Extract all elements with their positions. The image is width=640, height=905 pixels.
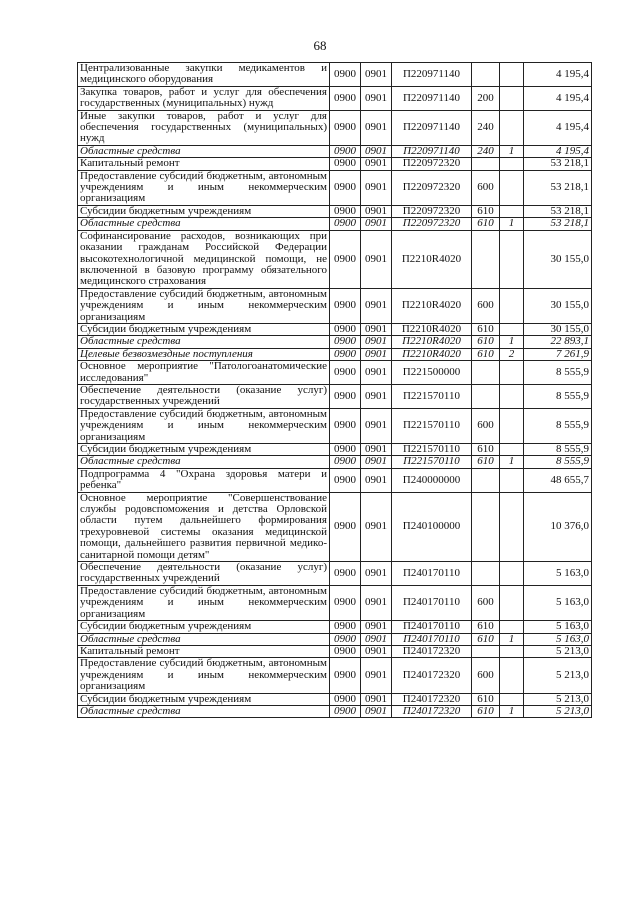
table-row [78,705,592,717]
row-target-article-cell: П221570110 [392,384,472,408]
row-name-cell: Предоставление субсидий бюджетным, автономным учреждениям и иным некоммерческим организациям [78,170,330,205]
row-sum-cell: 8 555,9 [524,444,592,456]
row-sum-cell: 4 195,4 [524,110,592,145]
row-subsection-cell: 0901 [361,86,392,110]
row-section-cell: 0900 [330,170,361,205]
row-subsection-cell: 0901 [361,585,392,620]
row-expense-type-cell [472,361,500,385]
row-target-article-cell: П240100000 [392,492,472,561]
row-section-cell: 0900 [330,562,361,586]
row-target-article-cell: П2210R4020 [392,288,472,323]
row-section-cell: 0900 [330,110,361,145]
row-source-cell [500,492,524,561]
row-target-article-cell: П221570110 [392,456,472,468]
row-section-cell: 0900 [330,336,361,348]
row-expense-type-cell [472,645,500,657]
row-source-cell [500,323,524,335]
row-section-cell: 0900 [330,145,361,157]
row-subsection-cell: 0901 [361,218,392,230]
table-row [78,218,592,230]
row-target-article-cell: П220971140 [392,63,472,87]
row-expense-type-cell [472,230,500,288]
row-section-cell: 0900 [330,492,361,561]
row-target-article-cell: П2210R4020 [392,323,472,335]
row-section-cell: 0900 [330,384,361,408]
row-expense-type-cell: 240 [472,145,500,157]
row-source-cell: 1 [500,456,524,468]
row-expense-type-cell: 610 [472,205,500,217]
row-source-cell [500,361,524,385]
table-row [78,230,592,288]
row-subsection-cell: 0901 [361,323,392,335]
row-section-cell: 0900 [330,456,361,468]
row-sum-cell: 5 213,0 [524,645,592,657]
row-target-article-cell: П221570110 [392,408,472,443]
row-expense-type-cell: 610 [472,323,500,335]
row-source-cell: 1 [500,633,524,645]
row-source-cell [500,562,524,586]
row-source-cell [500,645,524,657]
row-section-cell: 0900 [330,658,361,693]
row-sum-cell: 4 195,4 [524,145,592,157]
row-subsection-cell: 0901 [361,288,392,323]
row-expense-type-cell [472,492,500,561]
row-sum-cell: 5 163,0 [524,562,592,586]
row-expense-type-cell [472,562,500,586]
row-source-cell [500,288,524,323]
row-subsection-cell: 0901 [361,158,392,170]
row-subsection-cell: 0901 [361,633,392,645]
row-sum-cell: 5 163,0 [524,621,592,633]
row-source-cell [500,693,524,705]
row-target-article-cell: П220972320 [392,218,472,230]
row-expense-type-cell: 610 [472,621,500,633]
row-section-cell: 0900 [330,205,361,217]
row-subsection-cell: 0901 [361,336,392,348]
row-subsection-cell: 0901 [361,621,392,633]
row-name-cell: Предоставление субсидий бюджетным, автономным учреждениям и иным некоммерческим организациям [78,408,330,443]
row-sum-cell: 53 218,1 [524,158,592,170]
table-row [78,408,592,443]
row-expense-type-cell: 610 [472,693,500,705]
row-target-article-cell: П220971140 [392,110,472,145]
row-sum-cell: 5 213,0 [524,658,592,693]
row-expense-type-cell: 610 [472,456,500,468]
row-target-article-cell: П2210R4020 [392,230,472,288]
table-row [78,145,592,157]
row-sum-cell: 5 213,0 [524,693,592,705]
row-expense-type-cell: 610 [472,336,500,348]
table-row [78,444,592,456]
row-source-cell [500,205,524,217]
row-expense-type-cell [472,384,500,408]
row-expense-type-cell: 600 [472,408,500,443]
table-row [78,384,592,408]
row-expense-type-cell: 600 [472,585,500,620]
row-section-cell: 0900 [330,705,361,717]
row-sum-cell: 8 555,9 [524,384,592,408]
row-sum-cell: 53 218,1 [524,170,592,205]
row-expense-type-cell: 240 [472,110,500,145]
row-expense-type-cell: 600 [472,658,500,693]
row-name-cell: Основное мероприятие "Патологоанатомические исследования" [78,361,330,385]
row-sum-cell: 5 213,0 [524,705,592,717]
table-row [78,468,592,492]
row-source-cell [500,63,524,87]
row-section-cell: 0900 [330,288,361,323]
row-section-cell: 0900 [330,585,361,620]
table-row [78,86,592,110]
row-target-article-cell: П240172320 [392,705,472,717]
row-source-cell: 1 [500,336,524,348]
row-name-cell: Субсидии бюджетным учреждениям [78,205,330,217]
row-name-cell: Капитальный ремонт [78,158,330,170]
row-subsection-cell: 0901 [361,645,392,657]
row-source-cell [500,408,524,443]
row-target-article-cell: П221570110 [392,444,472,456]
row-name-cell: Предоставление субсидий бюджетным, автономным учреждениям и иным некоммерческим организациям [78,658,330,693]
table-row [78,361,592,385]
row-name-cell: Предоставление субсидий бюджетным, автономным учреждениям и иным некоммерческим организациям [78,288,330,323]
row-sum-cell: 53 218,1 [524,218,592,230]
row-subsection-cell: 0901 [361,492,392,561]
row-section-cell: 0900 [330,645,361,657]
row-target-article-cell: П240172320 [392,693,472,705]
row-name-cell: Целевые безвозмездные поступления [78,348,330,360]
row-section-cell: 0900 [330,348,361,360]
table-row [78,348,592,360]
row-sum-cell: 10 376,0 [524,492,592,561]
row-subsection-cell: 0901 [361,444,392,456]
row-name-cell: Субсидии бюджетным учреждениям [78,444,330,456]
row-name-cell: Закупка товаров, работ и услуг для обеспечения государственных (муниципальных) нужд [78,86,330,110]
row-name-cell: Предоставление субсидий бюджетным, автономным учреждениям и иным некоммерческим организациям [78,585,330,620]
row-sum-cell: 30 155,0 [524,288,592,323]
table-row [78,456,592,468]
row-section-cell: 0900 [330,218,361,230]
row-section-cell: 0900 [330,633,361,645]
row-name-cell: Иные закупки товаров, работ и услуг для обеспечения государственных (муниципальных) нужд [78,110,330,145]
row-target-article-cell: П2210R4020 [392,348,472,360]
row-expense-type-cell: 610 [472,348,500,360]
row-subsection-cell: 0901 [361,230,392,288]
row-sum-cell: 5 163,0 [524,585,592,620]
row-sum-cell: 8 555,9 [524,408,592,443]
row-target-article-cell: П240170110 [392,585,472,620]
table-row [78,205,592,217]
table-row [78,645,592,657]
row-source-cell [500,170,524,205]
row-target-article-cell: П2210R4020 [392,336,472,348]
row-sum-cell: 30 155,0 [524,230,592,288]
row-section-cell: 0900 [330,408,361,443]
row-section-cell: 0900 [330,621,361,633]
row-source-cell: 2 [500,348,524,360]
table-row [78,158,592,170]
row-section-cell: 0900 [330,693,361,705]
table-row [78,621,592,633]
row-name-cell: Областные средства [78,218,330,230]
row-name-cell: Капитальный ремонт [78,645,330,657]
row-expense-type-cell: 610 [472,633,500,645]
row-target-article-cell: П220972320 [392,158,472,170]
row-source-cell [500,444,524,456]
row-name-cell: Централизованные закупки медикаментов и медицинского оборудования [78,63,330,87]
row-subsection-cell: 0901 [361,562,392,586]
row-sum-cell: 30 155,0 [524,323,592,335]
table-row [78,658,592,693]
row-expense-type-cell [472,468,500,492]
row-source-cell: 1 [500,145,524,157]
table-row [78,110,592,145]
row-name-cell: Областные средства [78,145,330,157]
row-subsection-cell: 0901 [361,705,392,717]
row-source-cell [500,110,524,145]
budget-table-body [78,63,592,718]
row-subsection-cell: 0901 [361,170,392,205]
row-section-cell: 0900 [330,63,361,87]
row-source-cell [500,158,524,170]
row-subsection-cell: 0901 [361,348,392,360]
row-expense-type-cell: 610 [472,444,500,456]
table-row [78,170,592,205]
row-expense-type-cell: 610 [472,218,500,230]
row-expense-type-cell: 600 [472,170,500,205]
table-row [78,492,592,561]
table-row [78,562,592,586]
row-target-article-cell: П240172320 [392,658,472,693]
table-row [78,63,592,87]
row-target-article-cell: П240170110 [392,621,472,633]
row-section-cell: 0900 [330,230,361,288]
row-target-article-cell: П240172320 [392,645,472,657]
row-section-cell: 0900 [330,361,361,385]
table-row [78,693,592,705]
row-name-cell: Софинансирование расходов, возникающих при оказании гражданам Российской Федерации высокотехнологичной медицинской помощи, не включенной в базовую программу обязательного медицинского страхования [78,230,330,288]
row-expense-type-cell: 600 [472,288,500,323]
row-target-article-cell: П220971140 [392,145,472,157]
row-section-cell: 0900 [330,158,361,170]
row-subsection-cell: 0901 [361,63,392,87]
row-section-cell: 0900 [330,86,361,110]
row-name-cell: Областные средства [78,336,330,348]
row-subsection-cell: 0901 [361,384,392,408]
row-name-cell: Субсидии бюджетным учреждениям [78,621,330,633]
row-name-cell: Областные средства [78,633,330,645]
row-source-cell [500,86,524,110]
row-name-cell: Обеспечение деятельности (оказание услуг) государственных учреждений [78,562,330,586]
row-name-cell: Подпрограмма 4 "Охрана здоровья матери и ребенка" [78,468,330,492]
row-source-cell [500,585,524,620]
row-section-cell: 0900 [330,323,361,335]
row-sum-cell: 8 555,9 [524,456,592,468]
row-sum-cell: 8 555,9 [524,361,592,385]
row-source-cell [500,468,524,492]
table-row [78,633,592,645]
row-sum-cell: 7 261,9 [524,348,592,360]
row-expense-type-cell: 610 [472,705,500,717]
row-sum-cell: 4 195,4 [524,63,592,87]
row-source-cell [500,230,524,288]
row-target-article-cell: П220972320 [392,170,472,205]
row-subsection-cell: 0901 [361,468,392,492]
row-subsection-cell: 0901 [361,658,392,693]
row-target-article-cell: П220972320 [392,205,472,217]
row-sum-cell: 5 163,0 [524,633,592,645]
budget-table [77,62,592,718]
row-name-cell: Областные средства [78,705,330,717]
row-subsection-cell: 0901 [361,205,392,217]
row-source-cell [500,621,524,633]
row-expense-type-cell [472,63,500,87]
row-source-cell: 1 [500,218,524,230]
row-source-cell [500,384,524,408]
table-row [78,585,592,620]
row-expense-type-cell: 200 [472,86,500,110]
row-target-article-cell: П240000000 [392,468,472,492]
row-section-cell: 0900 [330,468,361,492]
row-subsection-cell: 0901 [361,693,392,705]
page-number: 68 [313,38,327,53]
row-expense-type-cell [472,158,500,170]
table-row [78,288,592,323]
row-name-cell: Обеспечение деятельности (оказание услуг) государственных учреждений [78,384,330,408]
row-subsection-cell: 0901 [361,408,392,443]
row-name-cell: Областные средства [78,456,330,468]
row-target-article-cell: П220971140 [392,86,472,110]
row-name-cell: Основное мероприятие "Совершенствование службы родовспоможения и детства Орловской области путем дальнейшего формирования трехуровневой системы оказания медицинской помощи, дальнейшего развития первичной медико-санитарной помощи детям" [78,492,330,561]
row-target-article-cell: П221500000 [392,361,472,385]
row-sum-cell: 4 195,4 [524,86,592,110]
row-sum-cell: 22 893,1 [524,336,592,348]
row-name-cell: Субсидии бюджетным учреждениям [78,323,330,335]
row-sum-cell: 53 218,1 [524,205,592,217]
row-subsection-cell: 0901 [361,145,392,157]
row-section-cell: 0900 [330,444,361,456]
row-target-article-cell: П240170110 [392,633,472,645]
row-subsection-cell: 0901 [361,110,392,145]
row-subsection-cell: 0901 [361,361,392,385]
row-name-cell: Субсидии бюджетным учреждениям [78,693,330,705]
row-sum-cell: 48 655,7 [524,468,592,492]
row-target-article-cell: П240170110 [392,562,472,586]
row-source-cell [500,658,524,693]
row-subsection-cell: 0901 [361,456,392,468]
table-row [78,336,592,348]
table-row [78,323,592,335]
row-source-cell: 1 [500,705,524,717]
